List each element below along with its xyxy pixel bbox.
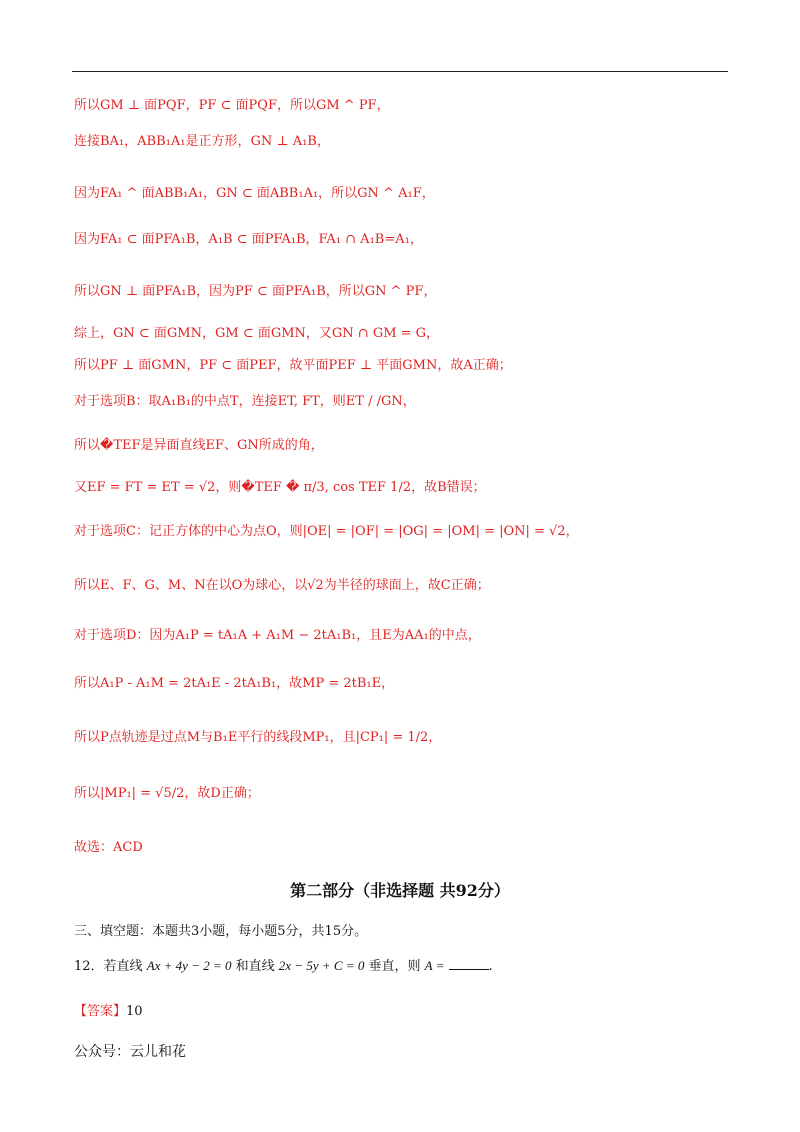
solution-line-15: 所以P点轨迹是过点M与B₁E平行的线段MP₁，且|CP₁| = 1/2， — [74, 730, 442, 745]
footer-text: 公众号：云儿和花 — [74, 1044, 186, 1060]
solution-line-13: 对于选项D：因为A₁P = tA₁A + A₁M − 2tA₁B₁，且E为AA₁的中点， — [74, 628, 481, 643]
solution-line-11: 对于选项C：记正方体的中心为点O，则|OE| = |OF| = |OG| = |OM| = |ON| = √2， — [74, 524, 579, 539]
q12-prefix: 12．若直线 — [74, 959, 143, 974]
q12-mid: 和直线 — [235, 959, 275, 974]
section-heading: 第二部分（非选择题 共92分） — [290, 881, 510, 900]
header-rule — [72, 71, 728, 72]
q12-line2-equation: 2x − 5y + C = 0 — [278, 958, 365, 973]
answer-label: 【答案】 — [74, 1004, 127, 1019]
q12-end: . — [488, 959, 493, 974]
solution-line-4: 因为FA₁ ⊂ 面PFA₁B，A₁B ⊂ 面PFA₁B，FA₁ ∩ A₁B=A₁， — [74, 232, 423, 247]
solution-line-7: 所以PF ⊥ 面GMN，PF ⊂ 面PEF，故平面PEF ⊥ 平面GMN，故A正确； — [74, 358, 512, 373]
answer-line — [74, 1002, 143, 1022]
q12-variable: A = — [424, 958, 445, 973]
answer-value: 10 — [126, 1004, 143, 1019]
q12-suffix: 垂直，则 — [368, 959, 421, 974]
solution-line-16: 所以|MP₁| = √5/2，故D正确； — [74, 786, 260, 801]
solution-line-6: 综上，GN ⊂ 面GMN，GM ⊂ 面GMN，又GN ∩ GM = G， — [74, 326, 440, 341]
solution-line-2: 连接BA₁，ABB₁A₁是正方形，GN ⊥ A₁B， — [74, 134, 330, 149]
q12-line1-equation: Ax + 4y − 2 = 0 — [146, 958, 232, 973]
solution-line-14: 所以A₁P - A₁M = 2tA₁E - 2tA₁B₁，故MP = 2tB₁E， — [74, 676, 395, 691]
solution-line-10: 又EF = FT = ET = √2，则�TEF � π/3, cos TEF 1/2，故B错误； — [74, 480, 486, 495]
solution-line-3: 因为FA₁ ^ 面ABB₁A₁，GN ⊂ 面ABB₁A₁，所以GN ^ A₁F， — [74, 186, 435, 201]
solution-line-17: 故选：ACD — [74, 840, 143, 855]
solution-line-5: 所以GN ⊥ 面PFA₁B，因为PF ⊂ 面PFA₁B，所以GN ^ PF， — [74, 284, 437, 299]
section3-instructions: 三、填空题：本题共3小题，每小题5分，共15分。 — [74, 924, 368, 939]
solution-line-8: 对于选项B：取A₁B₁的中点T，连接ET, FT，则ET / /GN， — [74, 394, 416, 409]
solution-line-9: 所以�TEF是异面直线EF、GN所成的角， — [74, 438, 324, 453]
question-12 — [74, 956, 493, 977]
solution-line-1: 所以GM ⊥ 面PQF，PF ⊂ 面PQF，所以GM ^ PF， — [74, 98, 390, 113]
solution-line-12: 所以E、F、G、M、N在以O为球心，以√2为半径的球面上，故C正确； — [74, 578, 490, 593]
answer-blank — [449, 956, 489, 970]
